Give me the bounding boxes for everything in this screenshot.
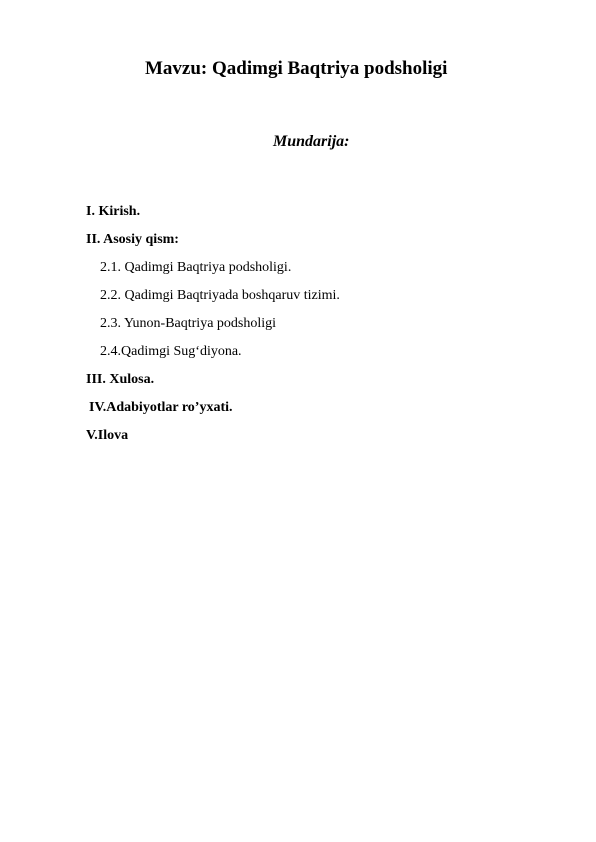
contents-heading: Mundarija: <box>273 133 350 150</box>
toc-item-appendix: V.Ilova <box>86 428 129 443</box>
toc-subitem-2-3: 2.3. Yunon-Baqtriya podsholigi <box>100 316 277 331</box>
toc-item-intro: I. Kirish. <box>86 204 141 219</box>
toc-item-bibliography: IV.Adabiyotlar ro’yxati. <box>89 400 233 415</box>
toc-subitem-2-4: 2.4.Qadimgi Sug‘diyona. <box>100 344 242 359</box>
toc-item-conclusion: III. Xulosa. <box>86 372 155 387</box>
toc-subitem-2-2: 2.2. Qadimgi Baqtriyada boshqaruv tizimi. <box>100 288 340 303</box>
page-title: Mavzu: Qadimgi Baqtriya podsholigi <box>145 58 448 79</box>
toc-item-main-part: II. Asosiy qism: <box>86 232 179 247</box>
toc-subitem-2-1: 2.1. Qadimgi Baqtriya podsholigi. <box>100 260 292 275</box>
